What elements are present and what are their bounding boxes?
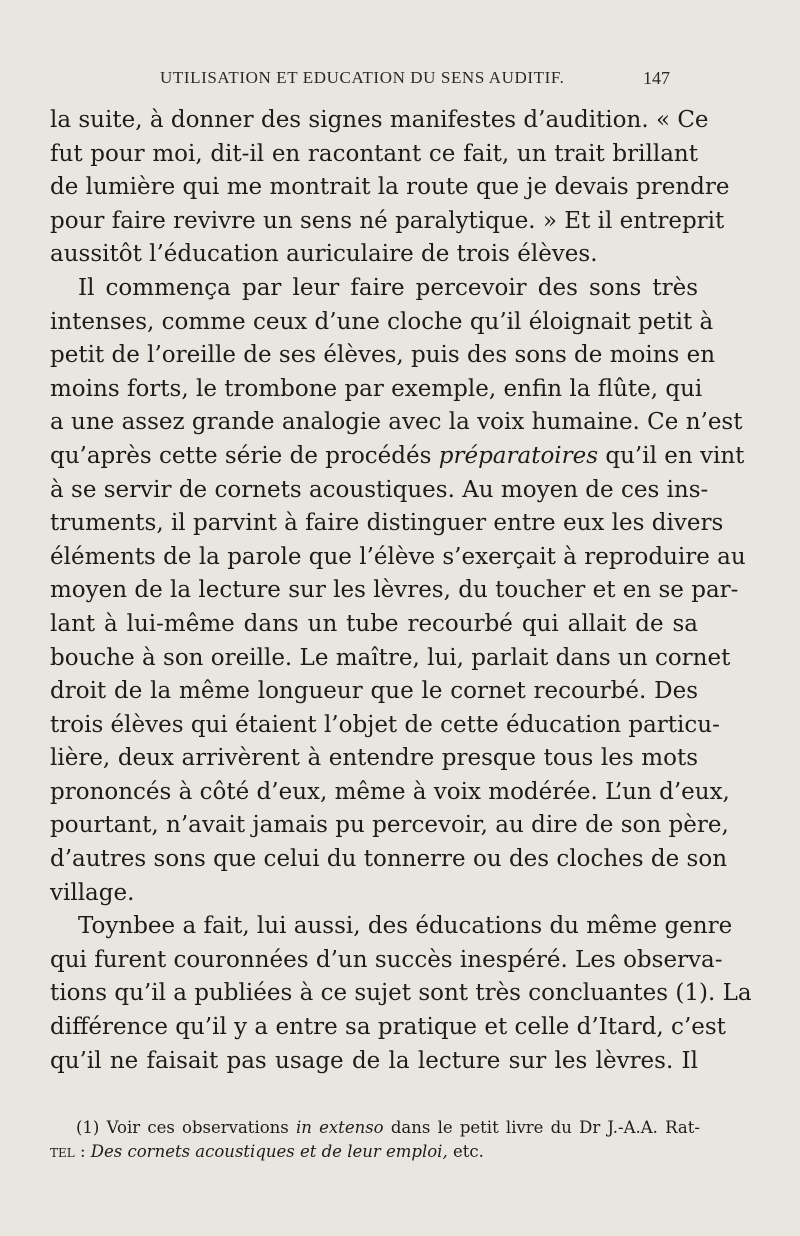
text-line: qu’il ne faisait pas usage de la lecture sur les lèvres. Il: [50, 1047, 698, 1074]
footnote-marker: (1): [76, 1118, 100, 1137]
text-line: pour faire revivre un sens né paralytique. » Et il entreprit: [50, 207, 725, 234]
footnote-book-title: Des cornets acoustiques et de leur emploi,: [90, 1142, 448, 1161]
text-line: la suite, à donner des signes manifestes d’audition. « Ce: [50, 107, 709, 133]
text-line: éléments de la parole que l’élève s’exerçait à reproduire au: [50, 543, 746, 570]
footnote-italic: in extenso: [295, 1118, 384, 1137]
page-number: 147: [643, 68, 670, 88]
footnote-line: [50, 1140, 700, 1164]
text-line: Il commença par leur faire percevoir des sons très: [78, 274, 698, 301]
text-line: truments, il parvint à faire distinguer entre eux les divers: [50, 510, 724, 537]
footnote-author: tel :: [50, 1142, 86, 1161]
text-line: [50, 440, 745, 474]
footnote-text: etc.: [452, 1142, 484, 1161]
chapter-title: UTILISATION ET EDUCATION DU SENS AUDITIF.: [160, 68, 565, 87]
footnote-line: [50, 1116, 700, 1140]
text-line: pourtant, n’avait jamais pu percevoir, au dire de son père,: [50, 812, 729, 839]
footnote-text: Voir ces observations: [106, 1118, 289, 1137]
text-line: village.: [50, 879, 135, 906]
text-line: lant à lui-même dans un tube recourbé qui allait de sa: [50, 610, 698, 637]
footnote: [50, 1116, 700, 1164]
text-line: Toynbee a fait, lui aussi, des éducations du même genre: [78, 913, 733, 940]
text-line: de lumière qui me montrait la route que je devais prendre: [50, 174, 730, 201]
text-segment: qu’après cette série de procédés: [50, 442, 432, 469]
text-line: a une assez grande analogie avec la voix humaine. Ce n’est: [50, 409, 743, 436]
text-line: lière, deux arrivèrent à entendre presque tous les mots: [50, 745, 698, 772]
footnote-text: dans le petit livre du Dr J.-A.A. Rat-: [390, 1118, 700, 1137]
text-line: d’autres sons que celui du tonnerre ou des cloches de son: [50, 846, 728, 873]
text-line: moins forts, le trombone par exemple, enfin la flûte, qui: [50, 375, 703, 402]
text-line: intenses, comme ceux d’une cloche qu’il éloignait petit à: [50, 308, 714, 335]
text-line: fut pour moi, dit-il en racontant ce fait, un trait brillant: [50, 140, 698, 167]
text-line: à se servir de cornets acoustiques. Au moyen de ces ins-: [50, 476, 709, 503]
text-line: tions qu’il a publiées à ce sujet sont très concluantes (1). La: [50, 980, 752, 1007]
text-line: aussitôt l’éducation auriculaire de trois élèves.: [50, 241, 598, 268]
italic-word: préparatoires: [438, 442, 599, 469]
text-line: petit de l’oreille de ses élèves, puis des sons de moins en: [50, 342, 716, 369]
running-head: [0, 64, 800, 94]
text-line: prononcés à côté d’eux, même à voix modérée. L’un d’eux,: [50, 778, 730, 805]
text-line: différence qu’il y a entre sa pratique et celle d’Itard, c’est: [50, 1014, 726, 1041]
text-segment: qu’il en vint: [605, 442, 745, 469]
text-line: moyen de la lecture sur les lèvres, du toucher et en se par-: [50, 577, 739, 604]
text-line: qui furent couronnées d’un succès inespéré. Les observa-: [50, 946, 723, 973]
text-line: droit de la même longueur que le cornet recourbé. Des: [50, 678, 698, 705]
body-text: [50, 104, 752, 1078]
text-line: bouche à son oreille. Le maître, lui, parlait dans un cornet: [50, 644, 731, 671]
text-line: trois élèves qui étaient l’objet de cette éducation particu-: [50, 711, 720, 738]
